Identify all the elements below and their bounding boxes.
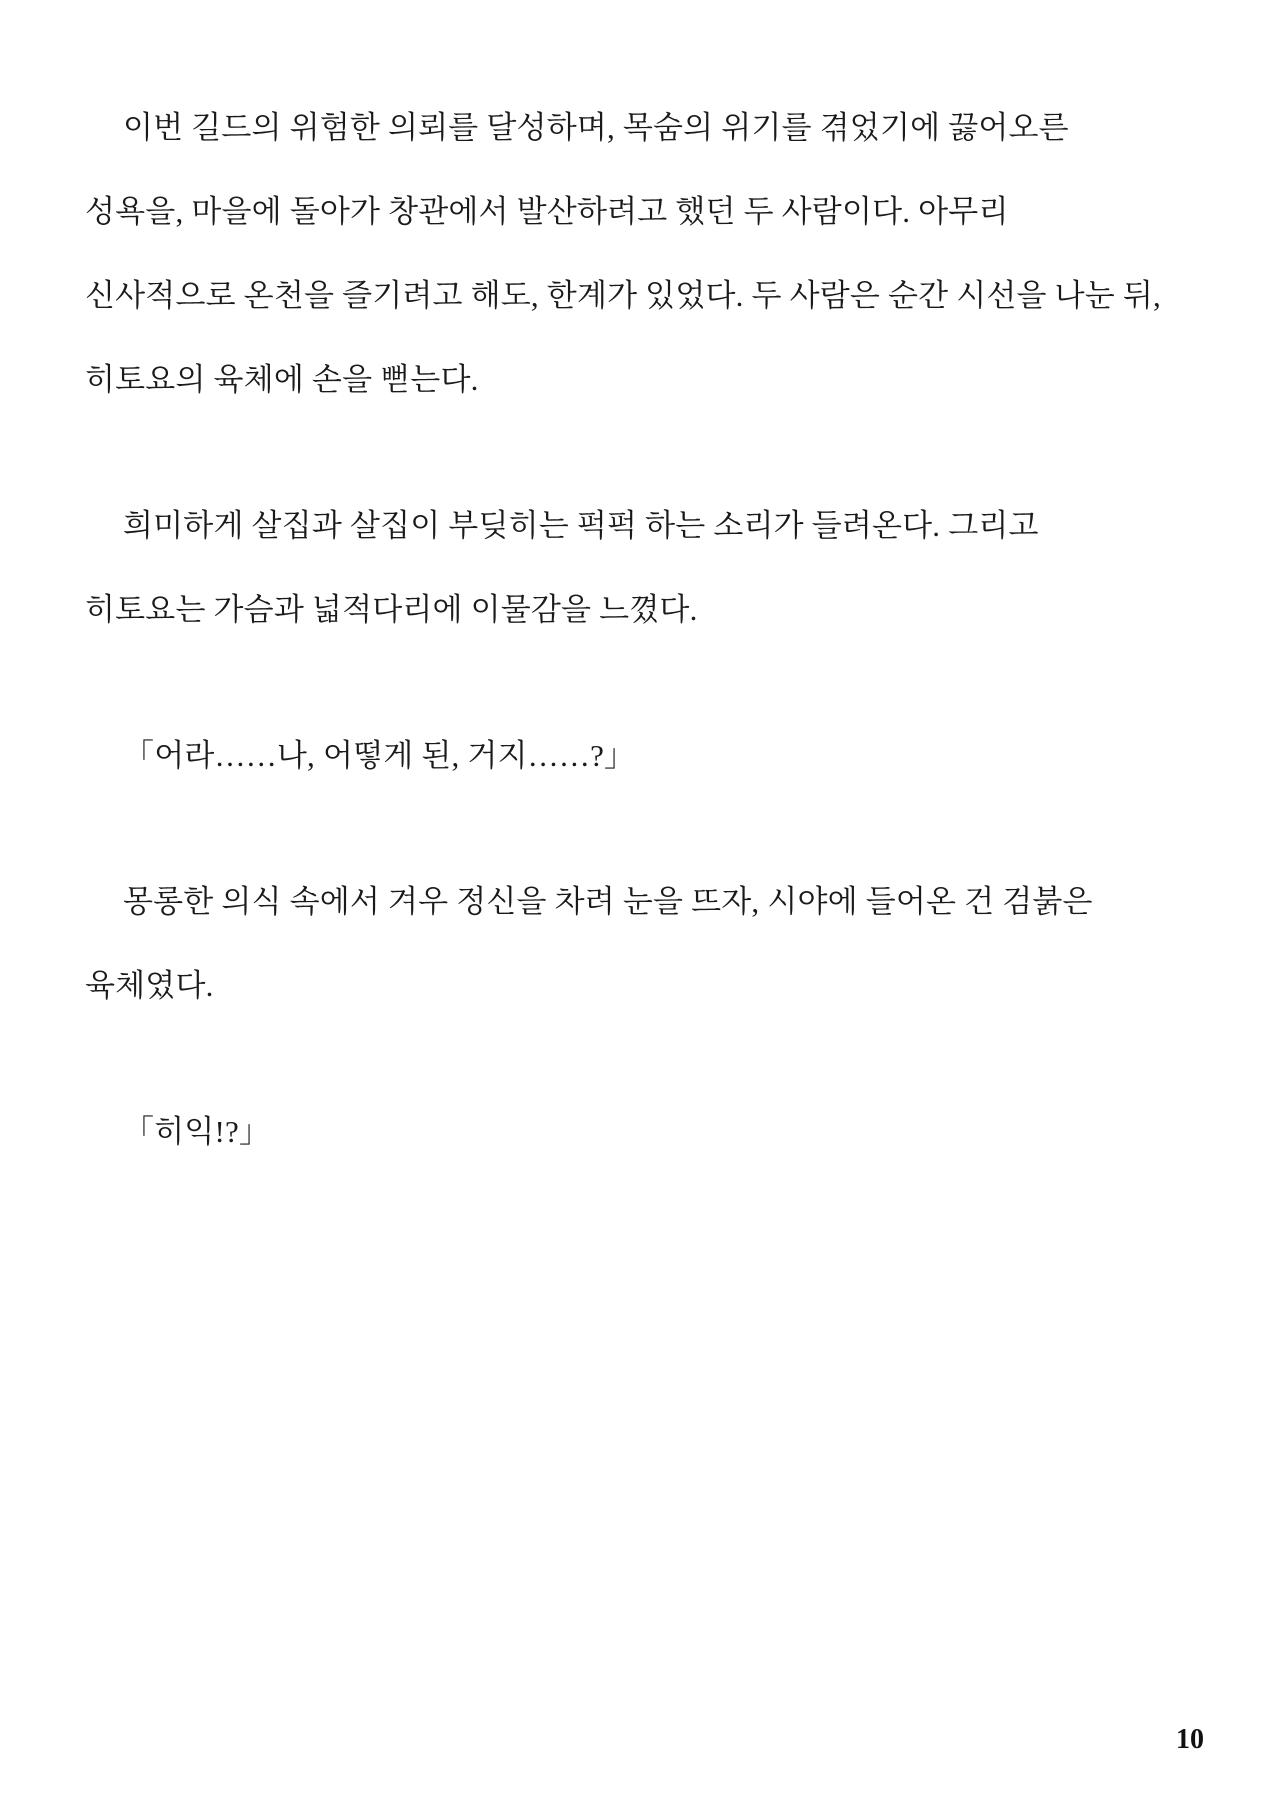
page-number: 10 (1176, 1724, 1204, 1755)
paragraph-3-dialogue: 「어라……나, 어떻게 된, 거지……?」 (123, 738, 636, 773)
paragraph-spacer (85, 652, 1165, 714)
paragraph-2: 희미하게 살집과 살집이 부딪히는 퍽퍽 하는 소리가 들려온다. 그리고 히토요는 가슴과 넓적다리에 이물감을 느꼈다. (85, 508, 1039, 627)
paragraph-1: 이번 길드의 위험한 의뢰를 달성하며, 목숨의 위기를 겪었기에 끓어오른 성욕을, 마을에 돌아가 창관에서 발산하려고 했던 두 사람이다. 아무리 신사적으로 온천을 즐기려고 해도, 한계가 있었다. 두 사람은 순간 시선을 나눈 뒤, 히토요의 육체에 손을 뻗는다. (85, 110, 1161, 397)
paragraph-4: 몽롱한 의식 속에서 겨우 정신을 차려 눈을 뜨자, 시야에 들어온 건 검붉은 육체였다. (85, 884, 1093, 1003)
paragraph-5-dialogue: 「히익!?」 (123, 1114, 271, 1149)
paragraph-spacer (85, 422, 1165, 484)
paragraph-spacer (85, 1028, 1165, 1090)
paragraph-spacer (85, 798, 1165, 860)
page-text-body (85, 86, 1165, 1174)
